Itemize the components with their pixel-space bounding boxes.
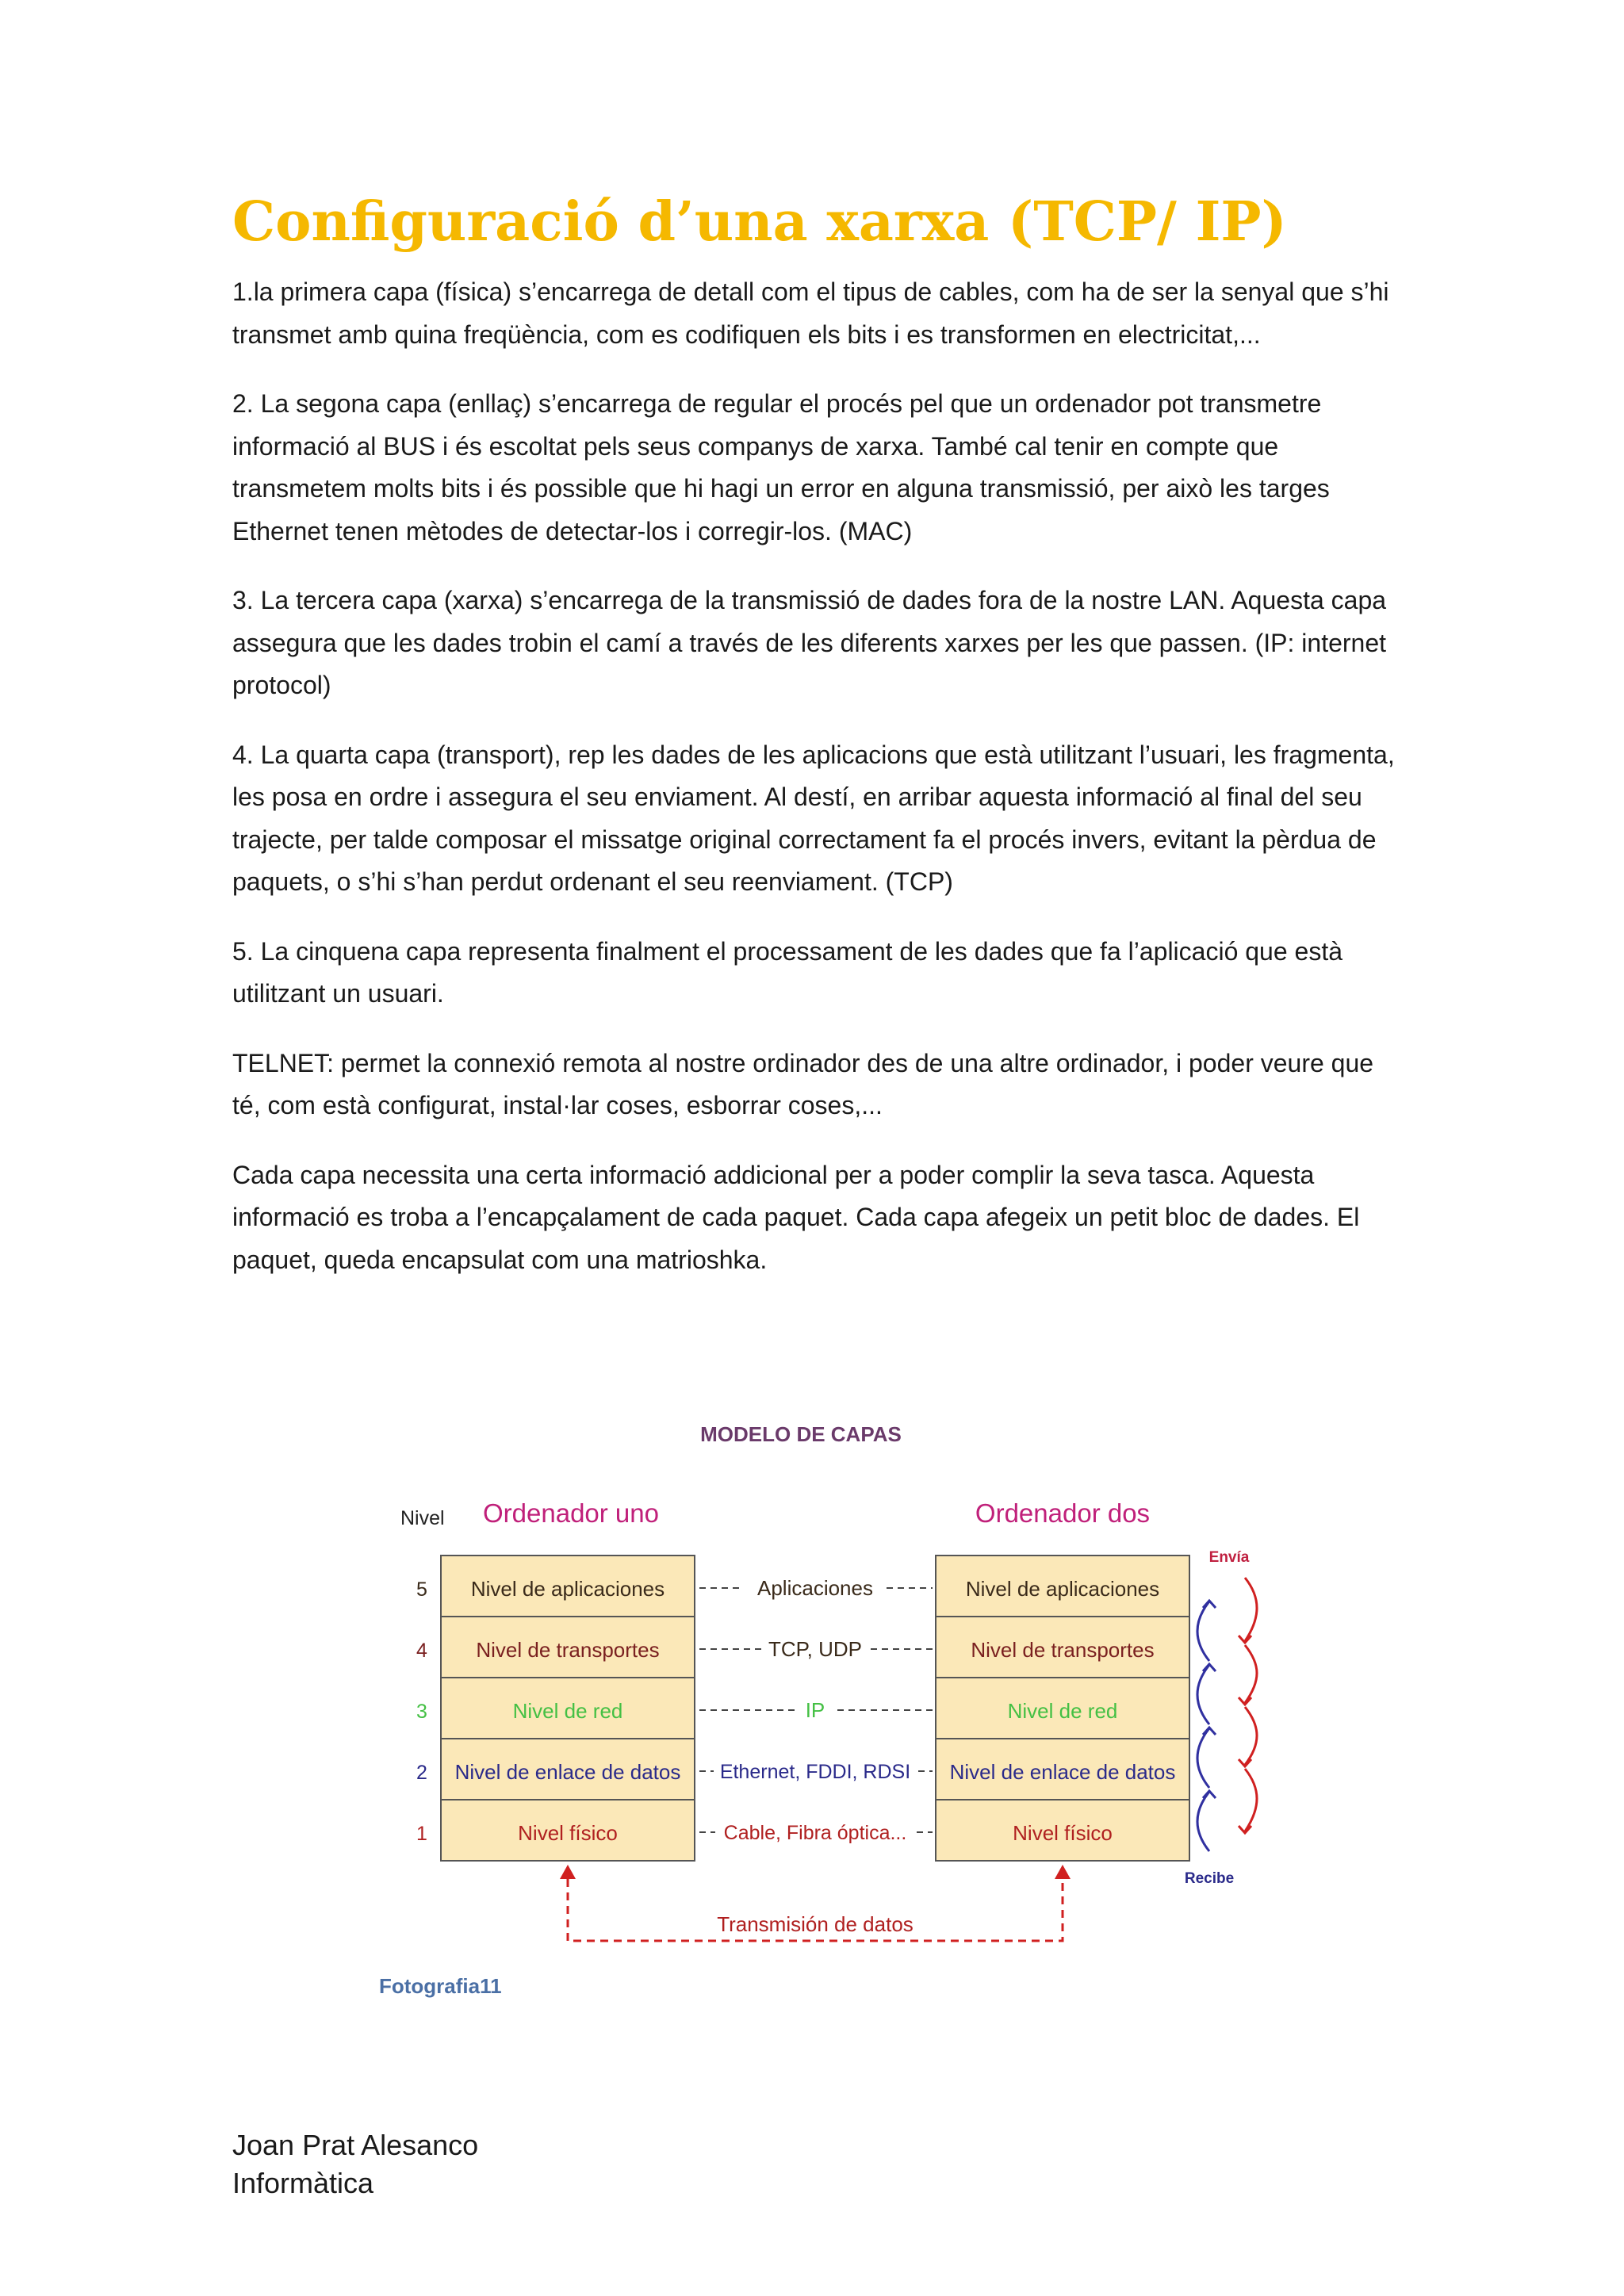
receive-arrowhead xyxy=(1203,1791,1216,1798)
protocol-label: IP xyxy=(805,1698,825,1722)
layer-number: 1 xyxy=(416,1823,427,1845)
diagram-title: MODELO DE CAPAS xyxy=(700,1422,902,1446)
layer-number: 5 xyxy=(416,1578,427,1601)
paragraph-physical-layer: 1.la primera capa (física) s’encarrega de detall com el tipus de cables, com ha de ser la senyal que s’hi transmet amb quina freqüència, com es codifiquen els bits i es transformen en electricitat,... xyxy=(232,277,1389,349)
right-layer-name: Nivel de aplicaciones xyxy=(965,1577,1160,1601)
receive-arc xyxy=(1197,1665,1209,1724)
receive-arrowhead xyxy=(1203,1664,1216,1671)
document-body xyxy=(232,271,1398,1308)
level-header: Nivel xyxy=(400,1507,445,1529)
paragraph-telnet: TELNET: permet la connexió remota al nostre ordinador des de una altre ordinador, i poder veure que té, com està configurat, instal·lar coses, esborrar coses,... xyxy=(232,1048,1374,1119)
right-layer-name: Nivel de transportes xyxy=(971,1638,1155,1662)
layer-number: 4 xyxy=(416,1640,427,1662)
left-layer-name: Nivel de red xyxy=(512,1699,623,1723)
right-layer-name: Nivel de enlace de datos xyxy=(949,1760,1176,1784)
layer-model-diagram xyxy=(373,1403,1285,1958)
send-arc xyxy=(1245,1769,1257,1831)
paragraph-encapsulation: Cada capa necessita una certa informació addicional per a poder complir la seva tasca. Aquesta informació es troba a l’encapçalament de cada paquet. Cada capa afegeix un petit bloc de dades. El paquet, queda encapsulat com una matrioshka. xyxy=(232,1160,1360,1274)
send-arrowhead xyxy=(1239,1759,1251,1766)
right-layer-name: Nivel de red xyxy=(1007,1699,1118,1723)
protocol-label: Cable, Fibra óptica... xyxy=(723,1822,907,1844)
receives-label: Recibe xyxy=(1184,1870,1235,1887)
receive-arrowhead xyxy=(1203,1728,1216,1735)
receive-arc xyxy=(1197,1601,1209,1661)
left-layer-name: Nivel de enlace de datos xyxy=(454,1760,681,1784)
receive-arc xyxy=(1197,1792,1209,1851)
send-arc xyxy=(1245,1578,1257,1641)
protocol-label: Aplicaciones xyxy=(757,1576,873,1600)
right-layer-name: Nivel físico xyxy=(1013,1821,1113,1845)
figure-caption: Fotografia11 xyxy=(379,1974,502,1998)
footer xyxy=(232,2126,478,2202)
layer-number: 3 xyxy=(416,1701,427,1723)
paragraph-link-layer: 2. La segona capa (enllaç) s’encarrega de regular el procés pel que un ordenador pot transmetre informació al BUS i és escoltat pels seus companys de xarxa. També cal tenir en compte que transmetem molts bits i és possible que hi hagi un error en alguna transmissió, per això les targes Ethernet tenen mètodes de detectar-los i corregir-los. (MAC) xyxy=(232,389,1330,545)
transmission-label: Transmisión de datos xyxy=(717,1912,914,1936)
receive-arrows xyxy=(1197,1601,1216,1851)
transmission-arrowhead-left xyxy=(560,1865,576,1879)
layer-number: 2 xyxy=(416,1762,427,1784)
left-layer-name: Nivel físico xyxy=(518,1821,618,1845)
paragraph-network-layer: 3. La tercera capa (xarxa) s’encarrega de la transmissió de dades fora de la nostre LAN. Aquesta capa assegura que les dades trobin el camí a través de les diferents xarxes per les que passen. (IP: internet protocol) xyxy=(232,586,1387,699)
left-computer-header: Ordenador uno xyxy=(483,1498,659,1528)
paragraph-transport-layer: 4. La quarta capa (transport), rep les dades de les aplicacions que està utilitzant l’usuari, les fragmenta, les posa en ordre i assegura el seu enviament. Al destí, en arribar aquesta informació al final del seu trajecte, per talde composar el missatge original correctament fa el procés invers, evitant la pèrdua de paquets, o s’hi s’han perdut ordenant el seu reenviament. (TCP) xyxy=(232,740,1395,896)
receive-arc xyxy=(1197,1728,1209,1788)
footer-author: Joan Prat Alesanco xyxy=(232,2129,479,2161)
layer-model-figure xyxy=(373,1403,1285,1958)
footer-subject: Informàtica xyxy=(232,2167,374,2199)
send-arc xyxy=(1245,1707,1257,1765)
page-title: Configuració d’una xarxa (TCP/ IP) xyxy=(232,190,1287,254)
protocol-label: TCP, UDP xyxy=(768,1637,862,1661)
left-layer-name: Nivel de aplicaciones xyxy=(470,1577,665,1601)
receive-arrowhead xyxy=(1203,1601,1216,1608)
protocol-label: Ethernet, FDDI, RDSI xyxy=(719,1761,911,1783)
sends-label: Envía xyxy=(1208,1549,1250,1566)
right-computer-header: Ordenador dos xyxy=(975,1498,1151,1528)
left-layer-name: Nivel de transportes xyxy=(476,1638,660,1662)
transmission-arrowhead-right xyxy=(1055,1865,1071,1879)
paragraph-application-layer: 5. La cinquena capa representa finalment el processament de les dades que fa l’aplicació que està utilitzant un usuari. xyxy=(232,936,1343,1008)
send-arrows xyxy=(1239,1578,1257,1833)
send-arc xyxy=(1245,1645,1257,1703)
